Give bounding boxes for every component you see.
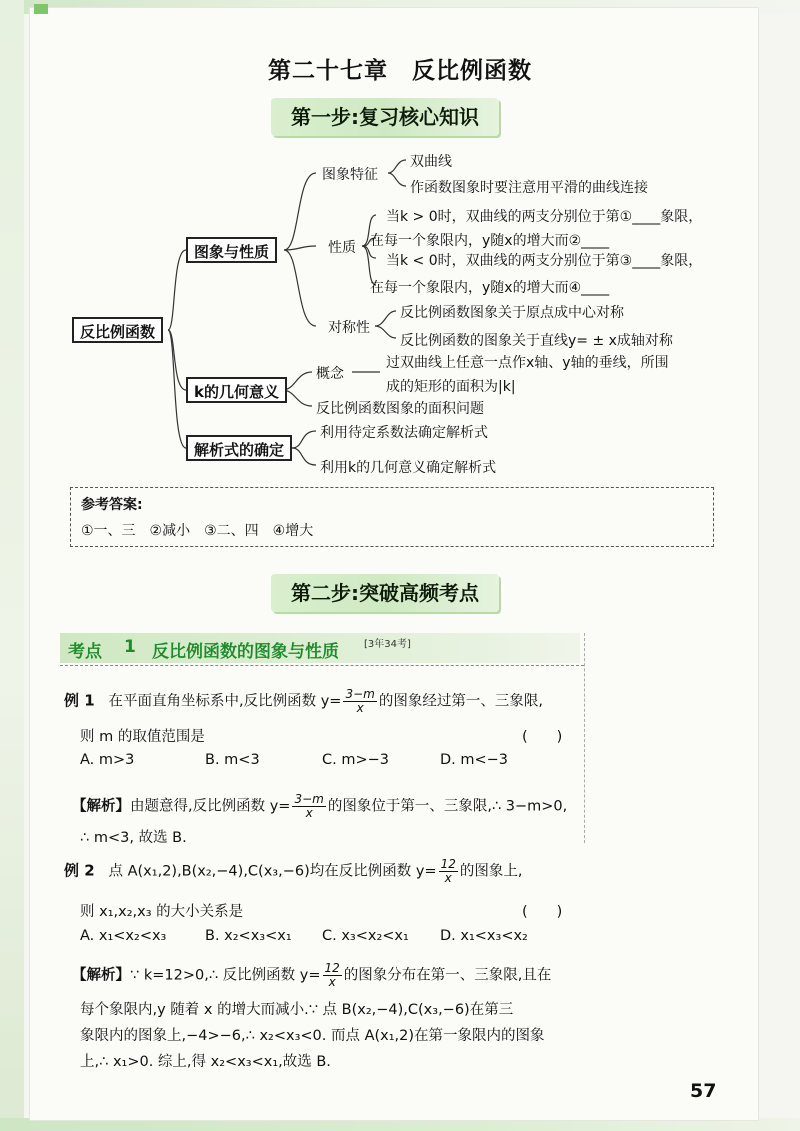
example2-label: 例 2 [64, 861, 95, 880]
example1-stem [64, 688, 543, 715]
map-node-concept: 概念 [316, 366, 344, 382]
connector-b1-dc [284, 250, 316, 326]
map-leaf-increase: 在每一个象限内，y随x的增大而④____ [370, 280, 610, 296]
example1-answer-paren: ( ) [522, 729, 563, 745]
example1-analysis-label: 【解析】 [72, 798, 130, 815]
example2-analysis-line3: 象限内的图象上,−4>−6,∴ x₂<x₃<0. 而点 A(x₁,2)在第一象限内的图象 [80, 1028, 545, 1044]
example2-text-a: 点 A(x₁,2),B(x₂,−4),C(x₃,−6)均在反比例函数 y= [108, 863, 437, 880]
example2-fraction: $\frac{12}{x}$ [440, 857, 456, 885]
map-leaf-concept-1: 过双曲线上任意一点作x轴、y轴的垂线，所围 [386, 355, 669, 371]
step2-banner: 第二步:突破高频考点 [271, 574, 499, 612]
example1-label: 例 1 [64, 691, 95, 710]
kaodian-label: 考点 [68, 642, 102, 662]
connector-root-b1 [168, 250, 186, 330]
map-leaf-k-negative: 当k < 0时，双曲线的两支分别位于第③____象限， [386, 253, 703, 269]
connector-dc-1 [375, 311, 396, 326]
map-leaf-hyperbola: 双曲线 [410, 154, 452, 170]
example1-analysis-fraction: $\frac{3-m}{x}$ [294, 792, 324, 820]
map-node-symmetry: 对称性 [328, 320, 370, 336]
example2-option-c: C. x₃<x₂<x₁ [322, 928, 409, 944]
kaodian-frequency: [3年34考] [364, 639, 411, 650]
connector-dc-2 [375, 326, 396, 338]
example1-option-d: D. m<−3 [440, 752, 509, 768]
map-branch-formula: 解析式的确定 [186, 435, 292, 461]
example1-analysis-line2: ∴ m<3, 故选 B. [80, 830, 187, 846]
connector-tz-2 [388, 173, 406, 186]
example2-analysis-label: 【解析】 [72, 967, 130, 984]
example1-text-a: 在平面直角坐标系中,反比例函数 y= [108, 693, 342, 710]
example2-answer-paren: ( ) [522, 904, 563, 920]
map-leaf-area-problem: 反比例函数图象的面积问题 [316, 401, 484, 417]
example2-option-a: A. x₁<x₂<x₃ [80, 928, 167, 944]
example2-text-b: 的图象上, [459, 863, 523, 880]
kaodian-divider [60, 665, 584, 666]
side-divider [584, 633, 585, 843]
connector-tz-1 [388, 160, 406, 173]
map-leaf-k-geometry: 利用k的几何意义确定解析式 [320, 460, 497, 476]
example2-analysis-a: ∵ k=12>0,∴ 反比例函数 y= [130, 967, 321, 984]
example1-analysis-a: 由题意得,反比例函数 y= [130, 798, 291, 815]
example1-option-c: C. m>−3 [322, 752, 389, 768]
step1-banner: 第一步:复习核心知识 [271, 98, 499, 136]
kaodian-title: 反比例函数的图象与性质 [152, 642, 339, 662]
map-branch-graph-properties: 图象与性质 [186, 237, 277, 263]
chapter-title: 第二十七章 反比例函数 [268, 58, 532, 84]
kaodian-header [60, 633, 580, 663]
example2-analysis-line4: 上,∴ x₁>0. 综上,得 x₂<x₃<x₁,故选 B. [80, 1054, 331, 1070]
map-node-property: 性质 [328, 240, 356, 256]
example2-analysis-b: 的图象分布在第一、三象限,且在 [343, 967, 552, 984]
example1-text-b: 的图象经过第一、三象限, [378, 693, 543, 710]
example1-analysis [72, 793, 567, 820]
map-leaf-axial-symmetry: 反比例函数的图象关于直线y= ± x成轴对称 [400, 333, 673, 349]
map-leaf-concept-2: 成的矩形的面积为|k| [386, 379, 516, 395]
answer-items: ①一、三 ②减小 ③二、四 ④增大 [81, 523, 314, 539]
kaodian-number: 1 [124, 637, 136, 657]
connector-b3-2 [292, 448, 316, 465]
example2-analysis-fraction: $\frac{12}{x}$ [324, 961, 340, 989]
map-root: 反比例函数 [72, 317, 163, 343]
example2-analysis-line2: 每个象限内,y 随着 x 的增大而减小.∵ 点 B(x₂,−4),C(x₃,−6)在第三 [80, 1002, 514, 1018]
map-leaf-undetermined-coef: 利用待定系数法确定解析式 [320, 425, 488, 441]
page-number: 57 [690, 1080, 717, 1102]
example1-line2: 则 m 的取值范围是 [80, 729, 205, 745]
map-node-graph-feature: 图象特征 [322, 167, 378, 183]
example2-option-d: D. x₁<x₃<x₂ [440, 928, 528, 944]
connector-b3-1 [292, 431, 316, 448]
example2-analysis [72, 962, 551, 989]
example2-stem [64, 858, 522, 885]
map-leaf-central-symmetry: 反比例函数图象关于原点成中心对称 [400, 305, 624, 321]
map-leaf-smooth-curve: 作函数图象时要注意用平滑的曲线连接 [410, 180, 648, 196]
connector-b1-tz [284, 173, 316, 250]
example1-option-b: B. m<3 [205, 752, 260, 768]
answer-box [70, 487, 714, 547]
example2-line2: 则 x₁,x₂,x₃ 的大小关系是 [80, 904, 244, 920]
example2-option-b: B. x₂<x₃<x₁ [205, 928, 292, 944]
example1-fraction: $\frac{3-m}{x}$ [345, 687, 375, 715]
example1-analysis-b: 的图象位于第一、三象限,∴ 3−m>0, [327, 798, 568, 815]
map-leaf-decrease: 在每一个象限内，y随x的增大而②____ [370, 233, 610, 249]
map-leaf-k-positive: 当k > 0时，双曲线的两支分别位于第①____象限， [386, 209, 703, 225]
example1-option-a: A. m>3 [80, 752, 135, 768]
answer-title: 参考答案: [81, 497, 143, 513]
map-branch-k-meaning: k的几何意义 [186, 377, 287, 403]
